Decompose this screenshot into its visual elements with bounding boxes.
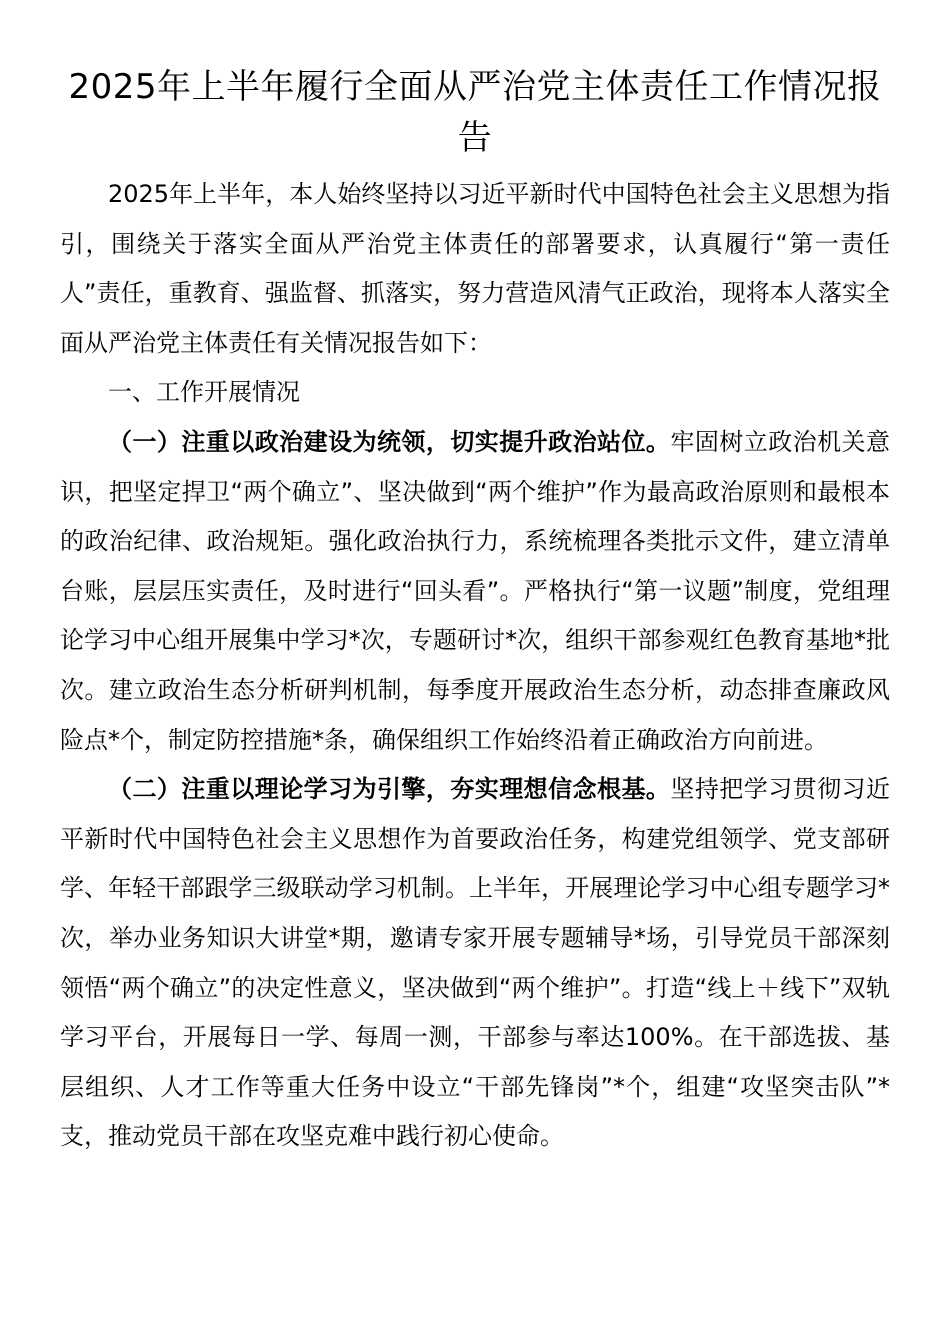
paragraph-1-body: 牢固树立政治机关意识，把坚定捍卫“两个确立”、坚决做到“两个维护”作为最高政治原则和最根本的政治纪律、政治规矩。强化政治执行力，系统梳理各类批示文件，建立清单台账，层层压实责任，及时进行“回头看”。严格执行“第一议题”制度，党组理论学习中心组开展集中学习*次，专题研讨*次，组织干部参观红色教育基地*批次。建立政治生态分析研判机制，每季度开展政治生态分析，动态排查廉政风险点*个，制定防控措施*条，确保组织工作始终沿着正确政治方向前进。: [60, 427, 891, 754]
paragraph-1-lead: （一）注重以政治建设为统领，切实提升政治站位。: [108, 427, 671, 456]
paragraph-2-lead: （二）注重以理论学习为引擎，夯实理想信念根基。: [108, 775, 671, 804]
paragraph-2: [60, 765, 890, 1162]
document-title: 2025年上半年履行全面从严治党主体责任工作情况报告: [68, 67, 882, 158]
intro-paragraph: 2025年上半年，本人始终坚持以习近平新时代中国特色社会主义思想为指引，围绕关于落实全面从严治党主体责任的部署要求，认真履行“第一责任人”责任，重教育、强监督、抓落实，努力营造风清气正政治，现将本人落实全面从严治党主体责任有关情况报告如下：: [60, 180, 890, 357]
section-heading: 一、工作开展情况: [108, 378, 300, 407]
paragraph-2-body: 坚持把学习贯彻习近平新时代中国特色社会主义思想作为首要政治任务，构建党组领学、党支部研学、年轻干部跟学三级联动学习机制。上半年，开展理论学习中心组专题学习*次，举办业务知识大讲堂*期，邀请专家开展专题辅导*场，引导党员干部深刻领悟“两个确立”的决定性意义，坚决做到“两个维护”。打造“线上＋线下”双轨学习平台，开展每日一学、每周一测，干部参与率达100%。在干部选拔、基层组织、人才工作等重大任务中设立“干部先锋岗”*个，组建“攻坚突击队”*支，推动党员干部在攻坚克难中践行初心使命。: [60, 775, 891, 1151]
paragraph-1: [60, 418, 890, 765]
